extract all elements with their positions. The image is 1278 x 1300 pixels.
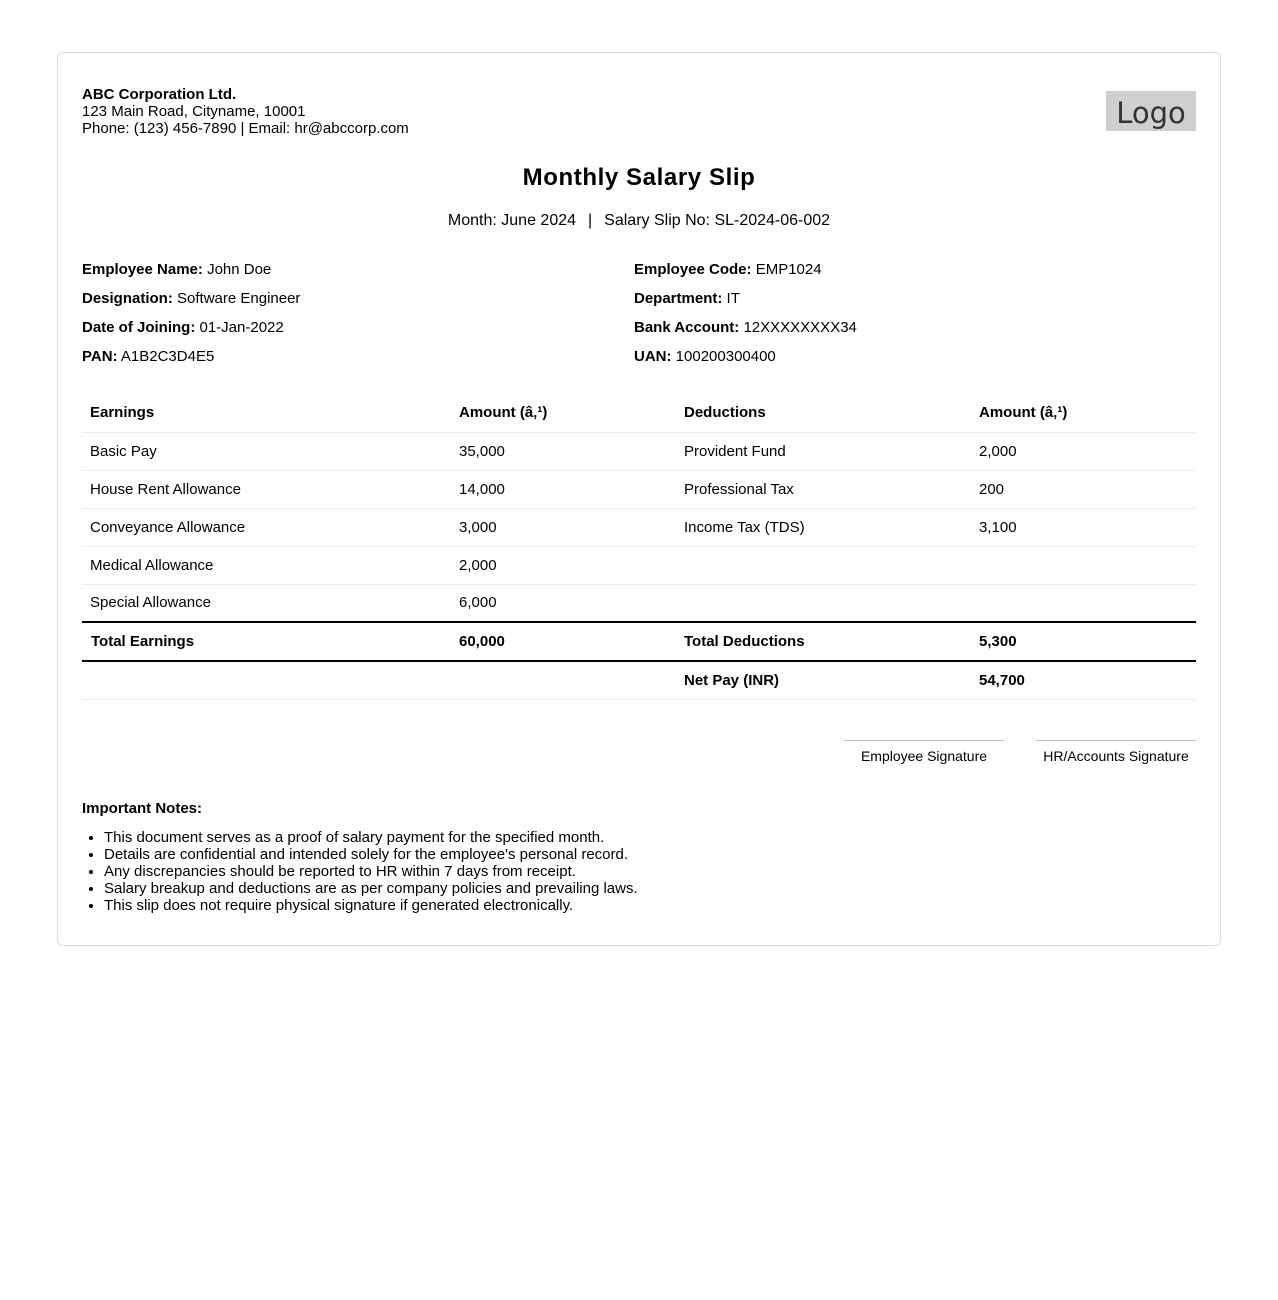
empty-cell xyxy=(82,661,451,699)
earning-label: Special Allowance xyxy=(82,584,451,622)
field-label: Employee Code: xyxy=(634,261,752,278)
table-header-row xyxy=(82,394,1196,432)
company-address: 123 Main Road, Cityname, 10001 xyxy=(82,103,306,120)
field-value: EMP1024 xyxy=(755,261,822,278)
field-value: 01-Jan-2022 xyxy=(199,319,284,336)
field-value: A1B2C3D4E5 xyxy=(120,348,215,365)
earning-label: Medical Allowance xyxy=(82,546,451,584)
column-header: Earnings xyxy=(82,394,451,432)
company-logo: Logo xyxy=(1106,91,1196,131)
earning-amount: 3,000 xyxy=(451,508,676,546)
field-label: UAN: xyxy=(634,348,672,365)
total-deductions-amount: 5,300 xyxy=(971,622,1196,661)
field-label: Employee Name: xyxy=(82,261,203,278)
company-name: ABC Corporation Ltd. xyxy=(82,86,237,103)
field-label: Bank Account: xyxy=(634,319,740,336)
empty-cell xyxy=(451,661,676,699)
salary-slip xyxy=(57,52,1221,946)
slip-month: Month: June 2024 xyxy=(447,212,577,229)
bank-account-row xyxy=(634,319,857,348)
table-row xyxy=(82,546,1196,584)
list-item: • Salary breakup and deductions are as per company policies and prevailing laws. xyxy=(104,880,638,897)
net-pay-amount: 54,700 xyxy=(971,661,1196,699)
deduction-label xyxy=(676,546,971,584)
slip-subtitle xyxy=(58,212,1220,230)
total-deductions-label: Total Deductions xyxy=(676,622,971,661)
earning-label: House Rent Allowance xyxy=(82,470,451,508)
table-row xyxy=(82,508,1196,546)
table-row xyxy=(82,432,1196,470)
employee-signature: Employee Signature xyxy=(844,740,1004,764)
field-label: Department: xyxy=(634,290,723,307)
list-item: • This document serves as a proof of salary payment for the specified month. xyxy=(104,829,638,846)
deduction-label: Provident Fund xyxy=(676,432,971,470)
field-label: Date of Joining: xyxy=(82,319,196,336)
deduction-label: Income Tax (TDS) xyxy=(676,508,971,546)
field-value: 12XXXXXXXX34 xyxy=(743,319,857,336)
total-earnings-label: Total Earnings xyxy=(82,622,451,661)
subtitle-separator: | xyxy=(588,212,593,229)
field-value: 100200300400 xyxy=(675,348,776,365)
department-row xyxy=(634,290,857,319)
field-value: Software Engineer xyxy=(177,290,301,307)
list-item: • Any discrepancies should be reported to HR within 7 days from receipt. xyxy=(104,863,638,880)
designation-row xyxy=(82,290,300,319)
deduction-label: Professional Tax xyxy=(676,470,971,508)
deduction-amount: 3,100 xyxy=(971,508,1196,546)
field-label: PAN: xyxy=(82,348,118,365)
earning-label: Basic Pay xyxy=(82,432,451,470)
deduction-amount xyxy=(971,584,1196,622)
hr-signature: HR/Accounts Signature xyxy=(1036,740,1196,764)
notes-title: Important Notes: xyxy=(82,800,202,817)
earnings-deductions-table xyxy=(82,394,1196,700)
slip-number: Salary Slip No: SL-2024-06-002 xyxy=(604,212,831,229)
earning-amount: 6,000 xyxy=(451,584,676,622)
earning-amount: 35,000 xyxy=(451,432,676,470)
list-item: • This slip does not require physical signature if generated electronically. xyxy=(104,897,638,914)
totals-row xyxy=(82,622,1196,661)
column-header: Amount (â‚¹) xyxy=(451,394,676,432)
uan-row xyxy=(634,348,857,377)
company-info xyxy=(82,86,409,137)
date-of-joining-row xyxy=(82,319,300,348)
employee-info-right xyxy=(634,261,857,377)
deduction-amount: 200 xyxy=(971,470,1196,508)
deduction-label xyxy=(676,584,971,622)
notes-list xyxy=(104,829,638,914)
deduction-amount xyxy=(971,546,1196,584)
column-header: Deductions xyxy=(676,394,971,432)
earning-label: Conveyance Allowance xyxy=(82,508,451,546)
field-label: Designation: xyxy=(82,290,173,307)
net-pay-row xyxy=(82,661,1196,699)
table-row xyxy=(82,584,1196,622)
earning-amount: 2,000 xyxy=(451,546,676,584)
employee-info-left xyxy=(82,261,300,377)
field-value: IT xyxy=(726,290,740,307)
net-pay-label: Net Pay (INR) xyxy=(676,661,971,699)
field-value: John Doe xyxy=(207,261,272,278)
pan-row xyxy=(82,348,300,377)
employee-code-row xyxy=(634,261,857,290)
company-contact: Phone: (123) 456-7890 | Email: hr@abccorp.com xyxy=(82,120,409,137)
list-item: • Details are confidential and intended solely for the employee's personal record. xyxy=(104,846,638,863)
table-row xyxy=(82,470,1196,508)
total-earnings-amount: 60,000 xyxy=(451,622,676,661)
employee-name-row xyxy=(82,261,300,290)
column-header: Amount (â‚¹) xyxy=(971,394,1196,432)
page-title: Monthly Salary Slip xyxy=(522,164,756,191)
earning-amount: 14,000 xyxy=(451,470,676,508)
deduction-amount: 2,000 xyxy=(971,432,1196,470)
